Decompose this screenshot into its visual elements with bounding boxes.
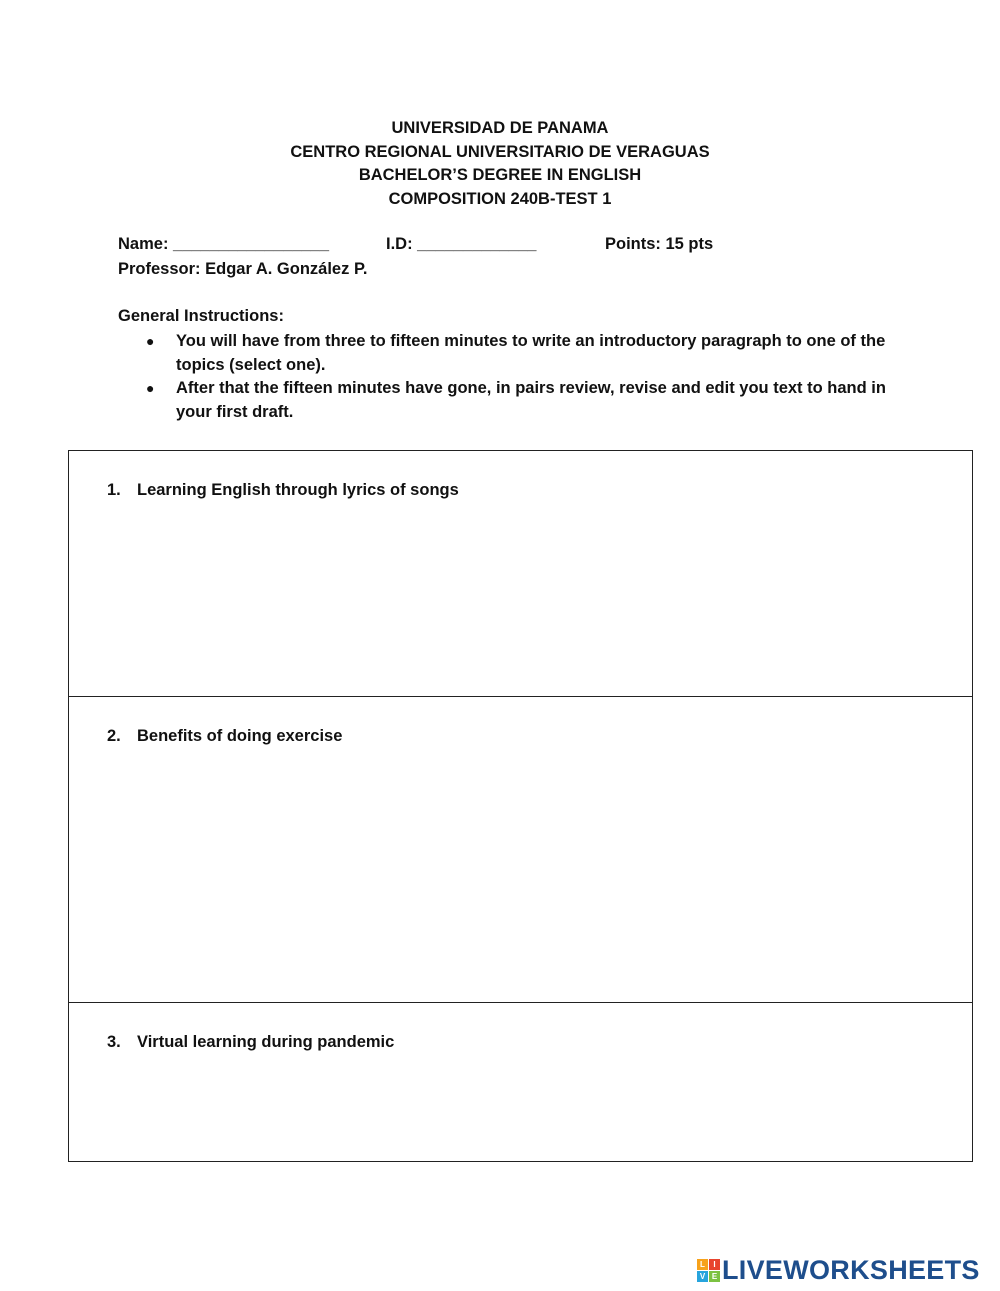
topic-label [107,1033,394,1052]
instruction-item [146,330,896,377]
topic-text: Benefits of doing exercise [137,727,343,745]
logo-letter-e: E [709,1271,720,1282]
topic-number: 3. [107,1033,121,1051]
instructions-list [146,330,896,424]
logo-letter-l: L [697,1259,708,1270]
instruction-item [146,377,896,424]
topic-label [107,481,459,500]
topic-box[interactable] [69,696,972,1002]
topic-box[interactable] [69,1002,972,1163]
professor-label: Professor: Edgar A. González P. [118,260,368,278]
topic-number: 2. [107,727,121,745]
instructions-title: General Instructions: [118,307,284,325]
topic-text: Virtual learning during pandemic [137,1033,395,1051]
name-field[interactable]: Name: _________________ [118,235,330,253]
instruction-text: After that the fifteen minutes have gone, in pairs review, revise and edit you text to hand in your first draft. [176,379,886,421]
logo-mark-icon [697,1259,720,1282]
instruction-text: You will have from three to fifteen minutes to write an introductory paragraph to one of the topics (select one). [176,332,886,374]
degree-program: BACHELOR’S DEGREE IN ENGLISH [358,166,642,185]
topic-number: 1. [107,481,121,499]
points-label: Points: 15 pts [605,235,714,253]
id-field[interactable]: I.D: _____________ [386,235,537,253]
logo-letter-i: I [709,1259,720,1270]
university-name: UNIVERSIDAD DE PANAMA [391,119,609,137]
test-title: COMPOSITION 240B-TEST 1 [388,189,612,208]
topic-label [107,727,342,746]
liveworksheets-logo [697,1255,980,1285]
topics-table [68,450,973,1162]
logo-letter-v: V [697,1271,708,1282]
bullet-icon: ● [146,380,155,397]
regional-center: CENTRO REGIONAL UNIVERSITARIO DE VERAGUAS [290,142,710,161]
logo-text: LIVEWORKSHEETS [722,1254,980,1285]
bullet-icon: ● [146,333,155,349]
topic-box[interactable] [69,451,972,696]
document-header [0,117,1000,211]
topic-text: Learning English through lyrics of songs [137,481,459,499]
